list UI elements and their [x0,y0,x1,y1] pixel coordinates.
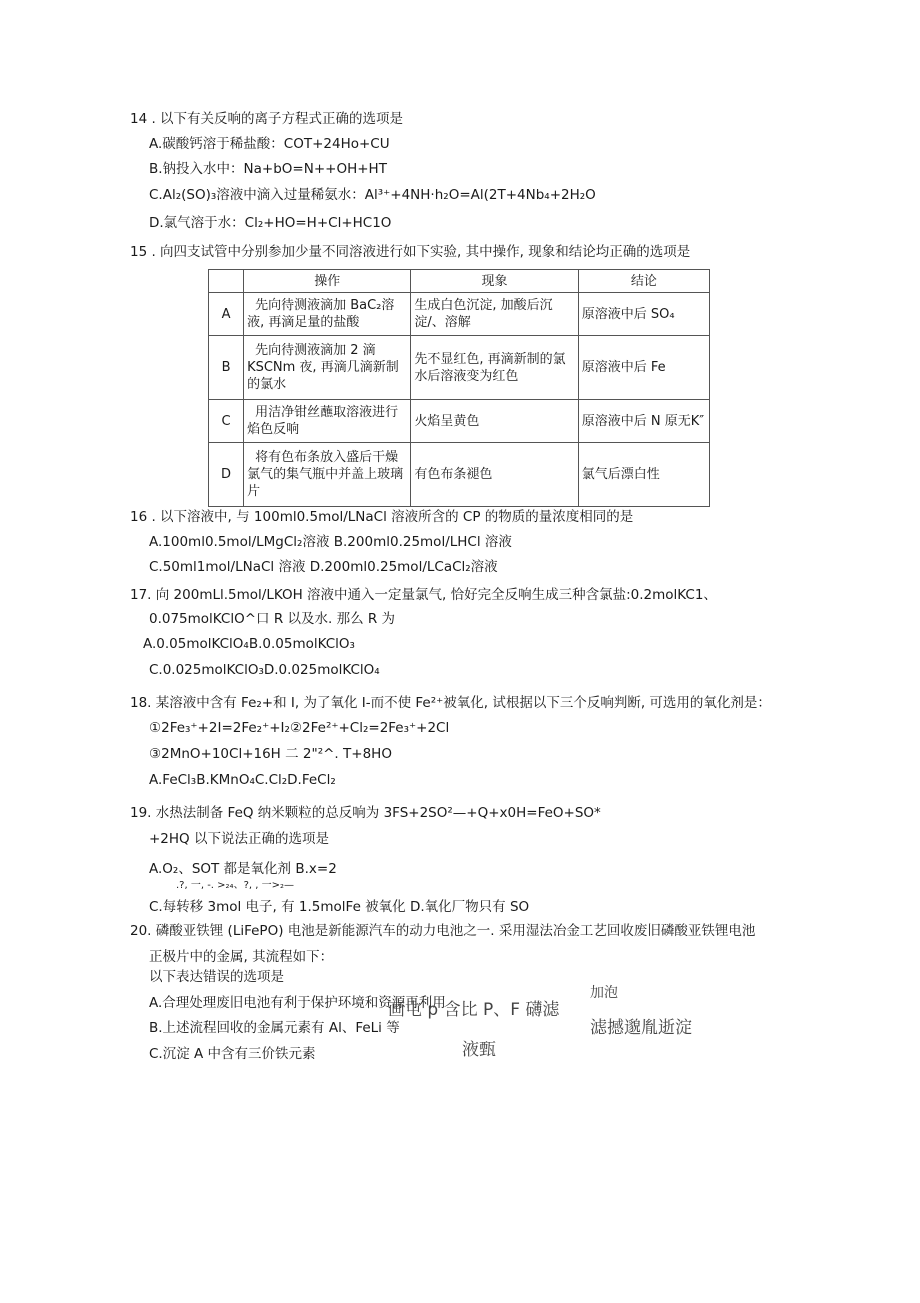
row-operation: 先向待测液滴加 2 滴KSCNm 夜, 再滴几滴新制的氯水 [244,336,411,400]
q14-option-c: C.Al₂(SO)₃溶液中滴入过量稀氨水：Al³⁺+4NH·h₂O=Al(2T+4Nb₄+2H₂O [149,187,596,203]
q19-options-ab: A.O₂、SOT 都是氧化剂 B.x=2 [149,861,337,877]
row-conclusion: 原溶液中后 N 原无K″ [578,400,709,443]
row-conclusion: 原溶液中后 Fe [578,336,709,400]
q18-options: A.FeCl₃B.KMnO₄C.Cl₂D.FeCl₂ [149,772,336,788]
row-conclusion: 氯气后漂白性 [578,443,709,507]
row-key: D [209,443,244,507]
row-key: A [209,293,244,336]
q20-stem-line2: 正极片中的金属, 其流程如下： [149,949,334,965]
flow-label-liquid: 液甄 [462,1040,496,1060]
row-phenomenon: 有色布条褪色 [411,443,578,507]
q16-options-ab: A.100ml0.5mol/LMgCl₂溶液 B.200ml0.25mol/LHCl 溶液 [149,534,512,550]
q14-option-a: A.碳酸钙溶于稀盐酸：COT+24Ho+CU [149,136,390,152]
q15-stem: 15 . 向四支试管中分别参加少量不同溶液进行如下实验, 其中操作, 现象和结论均正确的选项是 [130,244,691,260]
q18-equations-1-2: ①2Fe₃⁺+2I=2Fe₂⁺+I₂②2Fe²⁺+Cl₂=2Fe₃⁺+2Cl [149,720,450,736]
q14-option-b: B.钠投入水中：Na+bO=N++OH+HT [149,161,387,177]
q14-option-d: D.氯气溶于水：Cl₂+HO=H+Cl+HC1O [149,215,392,231]
q19-scan-noise: .?, 一, -. >₂₄、?, , 一>₂— [176,880,294,891]
row-operation: 用洁净钳丝蘸取溶液进行焰色反响 [244,400,411,443]
q19-stem-line1: 19. 水热法制备 FeQ 纳米颗粒的总反响为 3FS+2SO²—+Q+x0H=FeO+SO* [130,805,601,821]
q20-option-b: B.上述流程回收的金属元素有 Al、FeLi 等 [149,1020,400,1036]
q15-row-b [209,336,710,400]
q15-row-a [209,293,710,336]
q15-header-conclusion: 结论 [578,270,709,293]
q17-stem-line1: 17. 向 200mLl.5mol/LKOH 溶液中通入一定量氯气, 恰好完全反响生成三种含氯盐:0.2molKC1、 [130,587,717,603]
flow-label-filter: 画屯 p 含比 P、F 礴滤 [388,1000,560,1020]
q20-stem-line1: 20. 磷酸亚铁锂 (LiFePO) 电池是新能源汽车的动力电池之一. 采用湿法冶金工艺回收废旧磷酸亚铁锂电池 [130,923,756,939]
q15-row-d [209,443,710,507]
q15-header-row [209,270,710,293]
row-conclusion: 原溶液中后 SO₄ [578,293,709,336]
flow-label-precipitate: 滤撼邈胤逝淀 [590,1018,692,1038]
q20-stem-line3: 以下表达错误的选项是 [149,969,284,985]
q15-row-c [209,400,710,443]
q17-stem-line2: 0.075molKClO^口 R 以及水. 那么 R 为 [149,611,396,627]
q16-stem: 16 . 以下溶液中, 与 100ml0.5mol/LNaCl 溶液所含的 CP 的物质的量浓度相同的是 [130,509,634,525]
row-phenomenon: 先不显红色, 再滴新制的氯水后溶液变为红色 [411,336,578,400]
row-key: B [209,336,244,400]
q20-option-c: C.沉淀 A 中含有三价铁元素 [149,1046,316,1062]
flow-label-add: 加泡 [590,985,618,1001]
q15-header-blank [209,270,244,293]
q17-options-cd: C.0.025molKClO₃D.0.025molKClO₄ [149,662,380,678]
q18-stem: 18. 某溶液中含有 Fe₂+和 I, 为了氧化 I-而不使 Fe²⁺被氧化, 试根据以下三个反响判断, 可选用的氧化剂是： [130,695,771,711]
q18-equation-3: ③2MnO+10Cl+16H 二 2"²^. T+8HO [149,746,392,762]
row-operation: 先向待测液滴加 BaC₂溶液, 再滴足量的盐酸 [244,293,411,336]
q20-option-a: A.合理处理废旧电池有利于保护环境和资源再利用 [149,995,446,1011]
row-key: C [209,400,244,443]
q14-stem: 14 . 以下有关反响的离子方程式正确的选项是 [130,111,404,127]
q16-options-cd: C.50ml1mol/LNaCl 溶液 D.200ml0.25mol/LCaCl₂溶液 [149,559,498,575]
q15-header-phenomenon: 现象 [411,270,578,293]
q19-stem-line2: +2HQ 以下说法正确的选项是 [149,831,329,847]
q15-header-operation: 操作 [244,270,411,293]
q19-options-cd: C.每转移 3mol 电子, 有 1.5molFe 被氧化 D.氧化厂物只有 SO [149,899,530,915]
row-operation: 将有色布条放入盛后干燥氯气的集气瓶中并盖上玻璃片 [244,443,411,507]
row-phenomenon: 生成白色沉淀, 加酸后沉淀/、溶解 [411,293,578,336]
q15-table [208,269,710,507]
row-phenomenon: 火焰呈黄色 [411,400,578,443]
q17-options-ab: A.0.05molKClO₄B.0.05molKClO₃ [143,636,355,652]
